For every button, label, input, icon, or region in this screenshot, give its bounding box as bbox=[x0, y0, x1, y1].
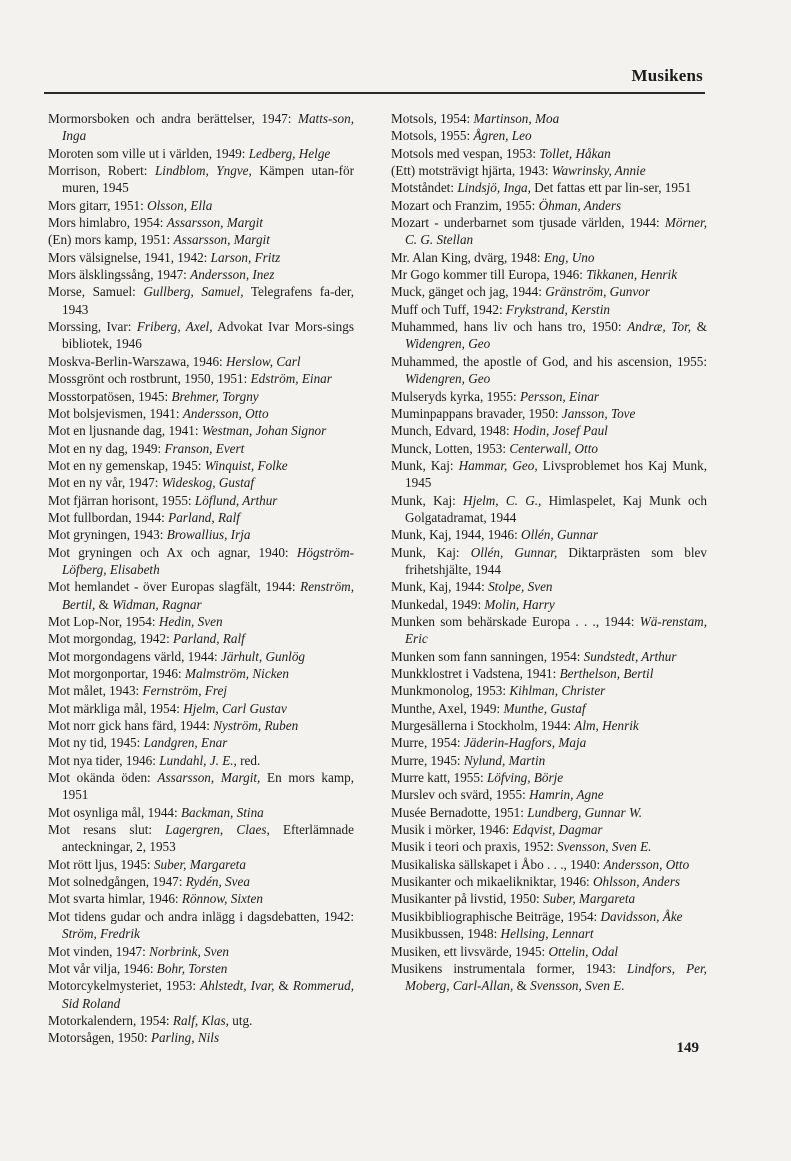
entry-author: Franson, Evert bbox=[164, 440, 245, 456]
entry-title: Munthe, Axel, 1949: bbox=[391, 700, 504, 716]
index-entry bbox=[391, 110, 707, 127]
index-entry bbox=[48, 769, 354, 804]
left-column bbox=[48, 110, 354, 1047]
entry-title: Moroten som ville ut i världen, 1949: bbox=[48, 145, 249, 161]
entry-suffix: Livsproblemet hos Kaj Munk, 1945 bbox=[405, 457, 707, 491]
entry-title: Munkmonolog, 1953: bbox=[391, 683, 510, 699]
entry-author: Wä-renstam, Eric bbox=[405, 613, 707, 647]
index-entry bbox=[391, 405, 707, 422]
entry-author: Högström-Löfberg, Elisabeth bbox=[62, 544, 354, 577]
entry-suffix: Efterlämnade anteckningar, 2, 1953 bbox=[62, 822, 354, 855]
entry-author: Lundberg, Gunnar W. bbox=[527, 804, 643, 820]
entry-title: Mors älsklingssång, 1947: bbox=[48, 267, 191, 283]
entry-suffix: & bbox=[513, 978, 531, 994]
entry-author: Öhman, Anders bbox=[538, 197, 622, 213]
index-entry bbox=[391, 492, 707, 527]
index-entry bbox=[48, 318, 354, 353]
entry-title: Mors gitarr, 1951: bbox=[48, 197, 148, 213]
entry-title: Munch, Edvard, 1948: bbox=[391, 423, 513, 439]
entry-author: Andersson, Inez bbox=[190, 267, 275, 283]
entry-title: Munk, Kaj: bbox=[391, 544, 471, 560]
entry-title: Mot märkliga mål, 1954: bbox=[48, 700, 184, 716]
entry-title: Morssing, Ivar: bbox=[48, 319, 137, 335]
index-entry bbox=[391, 318, 707, 353]
entry-title: Mot bolsjevismen, 1941: bbox=[48, 405, 183, 421]
entry-author: Gullberg, Samuel, bbox=[143, 284, 244, 300]
entry-title: Munken som fann sanningen, 1954: bbox=[391, 648, 584, 664]
index-entry bbox=[391, 786, 707, 803]
entry-title: Mozart och Franzim, 1955: bbox=[391, 197, 539, 213]
index-entry bbox=[391, 734, 707, 751]
index-entry bbox=[48, 890, 354, 907]
index-entry bbox=[48, 943, 354, 960]
entry-author: Lagergren, Claes, bbox=[165, 822, 270, 838]
entry-author: Parling, Nils bbox=[150, 1030, 220, 1046]
entry-suffix: red. bbox=[236, 752, 261, 768]
index-entry bbox=[391, 388, 707, 405]
entry-title: Murre, 1945: bbox=[391, 752, 464, 768]
entry-suffix: Telegrafens fa-der, 1943 bbox=[62, 284, 355, 317]
entry-title: Mot en ny vår, 1947: bbox=[48, 475, 162, 491]
entry-title: Mot en ny dag, 1949: bbox=[48, 440, 165, 456]
entry-author: Mörner, C. G. Stellan bbox=[405, 215, 707, 248]
entry-author: Rönnow, Sixten bbox=[181, 891, 263, 907]
page-number: 149 bbox=[676, 1040, 699, 1056]
index-entry bbox=[48, 873, 354, 890]
entry-title: Mr Gogo kommer till Europa, 1946: bbox=[391, 267, 587, 283]
entry-author: Parland, Ralf bbox=[173, 631, 245, 647]
entry-title: Mot solnedgången, 1947: bbox=[48, 874, 186, 890]
index-entry bbox=[391, 162, 707, 179]
index-entry bbox=[48, 578, 354, 613]
entry-author: Ralf, Klas, bbox=[172, 1012, 229, 1028]
entry-author: Stolpe, Sven bbox=[488, 579, 553, 595]
entry-author: Ottelin, Odal bbox=[548, 943, 619, 959]
index-entry bbox=[48, 214, 354, 231]
entry-author: Alm, Henrik bbox=[574, 718, 639, 734]
entry-title: Munk, Kaj, 1944, 1946: bbox=[391, 527, 522, 543]
entry-title: Mors himlabro, 1954: bbox=[48, 215, 167, 231]
entry-title: Munk, Kaj, 1944: bbox=[391, 579, 489, 595]
entry-author: Svensson, Sven E. bbox=[556, 839, 652, 855]
index-entry bbox=[391, 769, 707, 786]
entry-author: Lundahl, J. E., bbox=[159, 752, 237, 768]
entry-author: Hjelm, Carl Gustav bbox=[183, 700, 287, 716]
entry-title: Musikanter på livstid, 1950: bbox=[391, 891, 544, 907]
entry-title: Murre, 1954: bbox=[391, 735, 464, 751]
index-entry bbox=[391, 283, 707, 300]
index-entry bbox=[391, 648, 707, 665]
entry-author: Löfving, Börje bbox=[486, 770, 564, 786]
entry-title: Mulseryds kyrka, 1955: bbox=[391, 388, 520, 404]
entry-author: Bohr, Torsten bbox=[156, 960, 228, 976]
entry-title: (En) mors kamp, 1951: bbox=[48, 232, 174, 248]
index-entry bbox=[48, 700, 354, 717]
entry-author: Browallius, Irja bbox=[166, 527, 251, 543]
entry-title: Musik i teori och praxis, 1952: bbox=[391, 839, 557, 855]
entry-author: Centerwall, Otto bbox=[509, 440, 598, 456]
header-rule bbox=[44, 92, 705, 94]
index-entry bbox=[48, 509, 354, 526]
index-entry bbox=[391, 613, 707, 648]
index-entry bbox=[48, 1012, 354, 1029]
entry-author: Hodin, Josef Paul bbox=[512, 423, 608, 439]
entry-title: Mot morgondag, 1942: bbox=[48, 631, 174, 647]
entry-author: Munthe, Gustaf bbox=[503, 700, 586, 716]
entry-title: Motorsågen, 1950: bbox=[48, 1030, 151, 1046]
entry-author: Widengren, Geo bbox=[405, 336, 491, 352]
entry-title: Morrison, Robert: bbox=[48, 163, 155, 179]
index-entry bbox=[391, 526, 707, 543]
entry-author: Westman, Johan Signor bbox=[201, 423, 327, 439]
index-entry bbox=[48, 665, 354, 682]
entry-author: Assarsson, Margit bbox=[173, 232, 270, 248]
entry-title: Motsols, 1955: bbox=[391, 128, 474, 144]
entry-author: Moberg, Carl-Allan, bbox=[405, 978, 514, 994]
entry-author: Backman, Stina bbox=[180, 804, 264, 820]
index-entry bbox=[391, 266, 707, 283]
index-entry bbox=[391, 856, 707, 873]
entry-author: Hammar, Geo, bbox=[458, 457, 538, 473]
entry-author: Assarsson, Margit bbox=[166, 215, 263, 231]
entry-author: Lindfors, Per, bbox=[627, 960, 707, 976]
index-entry bbox=[391, 249, 707, 266]
index-entry bbox=[48, 162, 354, 197]
entry-author: Molin, Harry bbox=[484, 596, 555, 612]
entry-author: Malmström, Nicken bbox=[184, 666, 289, 681]
index-entry bbox=[48, 440, 354, 457]
entry-suffix: & bbox=[95, 596, 113, 612]
entry-title: Munck, Lotten, 1953: bbox=[391, 440, 510, 456]
index-entry bbox=[391, 943, 707, 960]
index-entry bbox=[391, 440, 707, 457]
entry-author: Svensson, Sven E. bbox=[530, 978, 625, 994]
entry-author: Ahlstedt, Ivar, bbox=[200, 978, 275, 994]
entry-author: Berthelson, Bertil bbox=[559, 666, 654, 681]
entry-title: Moskva-Berlin-Warszawa, 1946: bbox=[48, 353, 227, 369]
entry-author: Brehmer, Torgny bbox=[171, 388, 259, 404]
entry-title: Motorcykelmysteriet, 1953: bbox=[48, 978, 201, 994]
index-entry bbox=[391, 717, 707, 734]
index-entry bbox=[48, 370, 354, 387]
entry-title: Morse, Samuel: bbox=[48, 284, 144, 300]
index-entry bbox=[48, 266, 354, 283]
entry-author: Nyström, Ruben bbox=[213, 718, 299, 734]
index-entry bbox=[48, 353, 354, 370]
index-entry bbox=[391, 596, 707, 613]
index-entry bbox=[48, 110, 354, 145]
entry-title: Mot rött ljus, 1945: bbox=[48, 856, 154, 872]
entry-title: Mot vår vilja, 1946: bbox=[48, 960, 157, 976]
index-entry bbox=[48, 960, 354, 977]
index-entry bbox=[391, 838, 707, 855]
entry-author: Friberg, Axel, bbox=[136, 319, 213, 335]
index-entry bbox=[391, 422, 707, 439]
entry-author: Widengren, Geo bbox=[405, 371, 491, 387]
index-entry bbox=[48, 804, 354, 821]
entry-author: Suber, Margareta bbox=[153, 856, 246, 872]
entry-suffix: Himlaspelet, Kaj Munk och Golgatadramat, 1944 bbox=[405, 492, 707, 525]
entry-author: Edström, Einar bbox=[250, 371, 332, 387]
index-entry bbox=[48, 388, 354, 405]
right-column bbox=[391, 110, 707, 995]
entry-suffix: Kämpen utan-för muren, 1945 bbox=[62, 163, 354, 196]
entry-author: Wawrinsky, Annie bbox=[551, 163, 646, 179]
entry-title: Mot fjärran horisont, 1955: bbox=[48, 492, 195, 508]
entry-author: Winquist, Folke bbox=[204, 457, 288, 473]
entry-suffix: & bbox=[691, 319, 707, 335]
entry-title: Mot vinden, 1947: bbox=[48, 943, 150, 959]
entry-author: Norbrink, Sven bbox=[149, 943, 229, 959]
entry-title: Musiken, ett livsvärde, 1945: bbox=[391, 943, 549, 959]
index-entry bbox=[48, 734, 354, 751]
entry-title: Mot svarta himlar, 1946: bbox=[48, 891, 182, 907]
entry-author: Davidsson, Åke bbox=[600, 908, 683, 924]
index-entry bbox=[391, 179, 707, 196]
index-entry bbox=[391, 682, 707, 699]
running-head: Musikens bbox=[631, 66, 703, 85]
index-entry bbox=[48, 526, 354, 543]
entry-author: Ollén, Gunnar bbox=[521, 527, 598, 543]
entry-suffix: En mors kamp, 1951 bbox=[62, 770, 354, 803]
index-entry bbox=[48, 231, 354, 248]
index-entry bbox=[391, 700, 707, 717]
index-entry bbox=[48, 717, 354, 734]
entry-author: Hamrin, Agne bbox=[529, 787, 604, 803]
entry-title: Munkedal, 1949: bbox=[391, 596, 485, 612]
index-entry bbox=[391, 804, 707, 821]
index-entry bbox=[391, 665, 707, 682]
entry-author: Landgren, Enar bbox=[143, 735, 228, 751]
index-entry bbox=[48, 648, 354, 665]
index-entry bbox=[391, 873, 707, 890]
entry-title: Munkklostret i Vadstena, 1941: bbox=[391, 666, 560, 681]
entry-title: Mot morgondagens värld, 1944: bbox=[48, 648, 222, 664]
index-entry bbox=[48, 908, 354, 943]
entry-title: Munk, Kaj: bbox=[391, 457, 459, 473]
entry-author: Rommerud, Sid Roland bbox=[62, 978, 355, 1011]
entry-author: Ledberg, Helge bbox=[248, 145, 331, 161]
index-entry bbox=[391, 544, 707, 579]
entry-title: Mot ny tid, 1945: bbox=[48, 735, 144, 751]
entry-title: Mozart - underbarnet som tjusade världen, 1944: bbox=[391, 215, 665, 231]
index-entry bbox=[48, 682, 354, 699]
entry-suffix: utg. bbox=[228, 1012, 253, 1028]
entry-title: Mot osynliga mål, 1944: bbox=[48, 804, 181, 820]
index-entry bbox=[48, 630, 354, 647]
entry-author: Eng, Uno bbox=[543, 249, 595, 265]
entry-title: Mot norr gick hans färd, 1944: bbox=[48, 718, 214, 734]
entry-author: Frykstrand, Kerstin bbox=[505, 301, 610, 317]
entry-author: Tikkanen, Henrik bbox=[586, 267, 678, 283]
index-entry bbox=[391, 821, 707, 838]
index-entry bbox=[391, 925, 707, 942]
entry-title: Mossgrönt och rostbrunt, 1950, 1951: bbox=[48, 371, 251, 387]
entry-author: Ollén, Gunnar, bbox=[470, 544, 558, 560]
index-entry bbox=[48, 145, 354, 162]
entry-title: Musikanter och mikaelikniktar, 1946: bbox=[391, 874, 594, 890]
entry-author: Jansson, Tove bbox=[561, 405, 636, 421]
entry-suffix: Advokat Ivar Mors-sings bibliotek, 1946 bbox=[62, 319, 354, 352]
entry-title: Mr. Alan King, dvärg, 1948: bbox=[391, 249, 544, 265]
entry-author: Matts-son, Inga bbox=[62, 111, 354, 144]
entry-author: Assarsson, Margit, bbox=[157, 770, 261, 786]
index-entry bbox=[391, 752, 707, 769]
entry-author: Hellsing, Lennart bbox=[500, 926, 594, 942]
index-entry bbox=[48, 492, 354, 509]
entry-title: Mosstorpatösen, 1945: bbox=[48, 388, 172, 404]
entry-title: Murslev och svärd, 1955: bbox=[391, 787, 530, 803]
index-entry bbox=[391, 578, 707, 595]
entry-author: Kihlman, Christer bbox=[509, 683, 606, 699]
entry-author: Widman, Ragnar bbox=[112, 596, 202, 612]
entry-author: Rydén, Svea bbox=[185, 874, 250, 890]
entry-title: Musée Bernadotte, 1951: bbox=[391, 804, 528, 820]
entry-author: Larson, Fritz bbox=[210, 249, 281, 265]
entry-suffix: Diktarprästen som blev frihetshjälte, 1944 bbox=[405, 544, 707, 577]
entry-author: Löflund, Arthur bbox=[194, 492, 278, 508]
entry-title: Munk, Kaj: bbox=[391, 492, 464, 508]
entry-author: Herslow, Carl bbox=[226, 353, 301, 369]
index-entry bbox=[48, 977, 354, 1012]
entry-title: Mot okända öden: bbox=[48, 770, 158, 786]
entry-author: Persson, Einar bbox=[519, 388, 600, 404]
entry-author: Tollet, Håkan bbox=[539, 145, 611, 161]
entry-title: Musikbibliographische Beiträge, 1954: bbox=[391, 908, 601, 924]
entry-title: (Ett) motsträvigt hjärta, 1943: bbox=[391, 163, 552, 179]
entry-title: Motorkalendern, 1954: bbox=[48, 1012, 173, 1028]
entry-title: Mot resans slut: bbox=[48, 822, 166, 838]
entry-title: Musikaliska sällskapet i Åbo . . ., 1940: bbox=[391, 856, 604, 872]
entry-author: Ågren, Leo bbox=[473, 128, 532, 144]
index-entry bbox=[391, 353, 707, 388]
entry-author: Wideskog, Gustaf bbox=[161, 475, 255, 491]
entry-title: Mot nya tider, 1946: bbox=[48, 752, 160, 768]
index-entry bbox=[48, 474, 354, 491]
entry-author: Andræ, Tor, bbox=[627, 319, 692, 335]
entry-title: Mot tidens gudar och andra inlägg i dagsdebatten, 1942: bbox=[48, 908, 354, 924]
entry-title: Mot Lop-Nor, 1954: bbox=[48, 613, 159, 629]
entry-author: Suber, Margareta bbox=[543, 891, 636, 907]
entry-title: Murre katt, 1955: bbox=[391, 770, 487, 786]
entry-title: Muhammed, hans liv och hans tro, 1950: bbox=[391, 319, 628, 335]
entry-author: Olsson, Ella bbox=[147, 197, 213, 213]
index-entry bbox=[48, 544, 354, 579]
index-entry bbox=[48, 249, 354, 266]
index-entry bbox=[48, 821, 354, 856]
index-entry bbox=[391, 214, 707, 249]
entry-author: Järhult, Gunlög bbox=[221, 648, 306, 664]
entry-author: Andersson, Otto bbox=[603, 856, 690, 872]
entry-title: Musik i mörker, 1946: bbox=[391, 822, 513, 838]
index-entry bbox=[48, 856, 354, 873]
entry-author: Edqvist, Dagmar bbox=[512, 822, 603, 838]
index-entry bbox=[48, 1029, 354, 1046]
entry-suffix: Det fattas ett par lin-ser, 1951 bbox=[530, 180, 692, 196]
entry-title: Mot gryningen, 1943: bbox=[48, 527, 167, 543]
entry-title: Mors välsignelse, 1941, 1942: bbox=[48, 249, 211, 265]
entry-author: Martinson, Moa bbox=[473, 111, 560, 126]
entry-author: Sundstedt, Arthur bbox=[583, 648, 677, 664]
entry-title: Mot en ny gemenskap, 1945: bbox=[48, 457, 205, 473]
entry-author: Lindblom, Yngve, bbox=[154, 163, 252, 179]
entry-suffix: & bbox=[274, 978, 293, 994]
entry-title: Mormorsboken och andra berättelser, 1947: bbox=[48, 111, 298, 126]
entry-title: Munken som behärskade Europa . . ., 1944: bbox=[391, 613, 640, 629]
entry-author: Lindsjö, Inga, bbox=[457, 180, 531, 196]
entry-title: Musikbussen, 1948: bbox=[391, 926, 501, 942]
entry-title: Muff och Tuff, 1942: bbox=[391, 301, 506, 317]
entry-title: Motståndet: bbox=[391, 180, 458, 196]
index-entry bbox=[391, 960, 707, 995]
entry-title: Motsols, 1954: bbox=[391, 111, 474, 126]
entry-author: Nylund, Martin bbox=[463, 752, 546, 768]
entry-author: Renström, Bertil, bbox=[62, 579, 354, 612]
index-entry bbox=[391, 145, 707, 162]
index-entry bbox=[391, 890, 707, 907]
index-entry bbox=[48, 422, 354, 439]
entry-title: Mot morgonportar, 1946: bbox=[48, 666, 185, 681]
entry-title: Muhammed, the apostle of God, and his ascension, 1955: bbox=[391, 353, 707, 369]
entry-title: Mot fullbordan, 1944: bbox=[48, 509, 169, 525]
index-entry bbox=[48, 613, 354, 630]
index-entry bbox=[391, 908, 707, 925]
entry-author: Andersson, Otto bbox=[182, 405, 269, 421]
entry-title: Murgesällerna i Stockholm, 1944: bbox=[391, 718, 575, 734]
index-entry bbox=[391, 197, 707, 214]
entry-author: Hjelm, C. G., bbox=[463, 492, 542, 508]
index-entry bbox=[48, 752, 354, 769]
index-entry bbox=[48, 283, 354, 318]
index-entry bbox=[48, 197, 354, 214]
entry-title: Muck, gänget och jag, 1944: bbox=[391, 284, 546, 300]
entry-title: Musikens instrumentala former, 1943: bbox=[391, 960, 628, 976]
index-entry bbox=[48, 457, 354, 474]
entry-title: Mot hemlandet - över Europas slagfält, 1944: bbox=[48, 579, 301, 595]
index-entry bbox=[48, 405, 354, 422]
entry-author: Jäderin-Hagfors, Maja bbox=[463, 735, 587, 751]
entry-title: Mot gryningen och Ax och agnar, 1940: bbox=[48, 544, 297, 560]
entry-author: Parland, Ralf bbox=[168, 509, 240, 525]
index-entry bbox=[391, 301, 707, 318]
entry-author: Ström, Fredrik bbox=[62, 926, 140, 942]
entry-title: Mot målet, 1943: bbox=[48, 683, 143, 699]
entry-author: Ohlsson, Anders bbox=[593, 874, 680, 890]
index-entry bbox=[391, 457, 707, 492]
index-entry bbox=[391, 127, 707, 144]
entry-title: Motsols med vespan, 1953: bbox=[391, 145, 540, 161]
entry-author: Fernström, Frej bbox=[142, 683, 228, 699]
entry-title: Mot en ljusnande dag, 1941: bbox=[48, 423, 202, 439]
entry-author: Hedin, Sven bbox=[158, 613, 223, 629]
entry-author: Gränström, Gunvor bbox=[545, 284, 650, 300]
entry-title: Muminpappans bravader, 1950: bbox=[391, 405, 562, 421]
